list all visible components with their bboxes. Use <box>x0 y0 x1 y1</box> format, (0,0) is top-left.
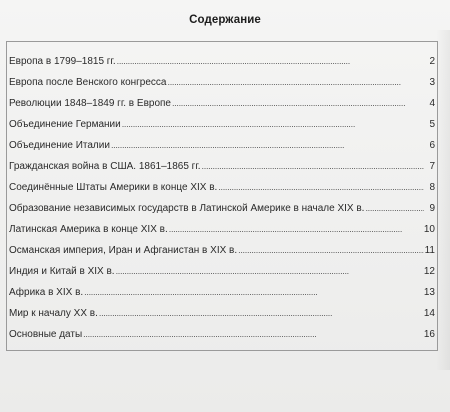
toc-leader-dots <box>111 138 424 152</box>
toc-entry[interactable] <box>9 117 435 131</box>
toc-entry-label: Основные даты <box>9 329 83 340</box>
toc-entry[interactable] <box>9 75 435 89</box>
toc-entry-label: Образование независимых государств в Латинской Америке в начале XIX в. <box>9 203 365 214</box>
toc-entry-label: Индия и Китай в XIX в. <box>9 266 115 277</box>
toc-leader-dots <box>84 285 423 299</box>
toc-entry[interactable] <box>9 222 435 236</box>
toc-page-number: 16 <box>423 329 435 340</box>
toc-entry-label: Европа после Венского конгресса <box>9 77 167 88</box>
toc-entry-label: Африка в XIX в. <box>9 287 84 298</box>
toc-page-number: 7 <box>429 161 435 172</box>
toc-entry[interactable] <box>9 264 435 278</box>
toc-entry[interactable] <box>9 306 435 320</box>
toc-entry[interactable] <box>9 96 435 110</box>
toc-leader-dots <box>122 117 424 131</box>
toc-entry-label: Османская империя, Иран и Афганистан в XIX в. <box>9 245 238 256</box>
toc-leader-dots <box>116 264 423 278</box>
toc-page-number: 6 <box>429 140 435 151</box>
toc-leader-dots <box>202 159 424 173</box>
page-title: Содержание <box>189 14 261 26</box>
toc-leader-dots <box>169 222 423 236</box>
toc-page-number: 13 <box>423 287 435 298</box>
toc-leader-dots <box>365 201 424 215</box>
toc-page-number: 3 <box>429 77 435 88</box>
toc-entry-label: Революции 1848–1849 гг. в Европе <box>9 98 171 109</box>
toc-page-number: 9 <box>429 203 435 214</box>
toc-entry[interactable] <box>9 243 435 257</box>
toc-page-number: 5 <box>429 119 435 130</box>
toc-page-number: 12 <box>423 266 435 277</box>
toc-entry-label: Мир к началу XX в. <box>9 308 98 319</box>
toc-entry[interactable] <box>9 201 435 215</box>
toc-leader-dots <box>83 327 423 341</box>
table-of-contents <box>6 41 438 351</box>
toc-leader-dots <box>172 96 424 110</box>
toc-leader-dots <box>238 243 423 257</box>
toc-leader-dots <box>117 54 424 68</box>
toc-entry-label: Латинская Америка в конце XIX в. <box>9 224 168 235</box>
toc-page-number: 2 <box>429 56 435 67</box>
toc-entry-label: Объединение Италии <box>9 140 110 151</box>
toc-page-number: 8 <box>429 182 435 193</box>
page-edge-shadow <box>436 30 450 370</box>
toc-page-number: 4 <box>429 98 435 109</box>
toc-entry[interactable] <box>9 285 435 299</box>
toc-entry-label: Объединение Германии <box>9 119 121 130</box>
toc-leader-dots <box>99 306 423 320</box>
toc-page-number: 10 <box>423 224 435 235</box>
toc-leader-dots <box>168 75 425 89</box>
toc-entry[interactable] <box>9 138 435 152</box>
toc-entry-label: Гражданская война в США. 1861–1865 гг. <box>9 161 201 172</box>
toc-leader-dots <box>218 180 424 194</box>
toc-page-number: 14 <box>423 308 435 319</box>
toc-entry[interactable] <box>9 54 435 68</box>
toc-entry[interactable] <box>9 180 435 194</box>
toc-page-number: 11 <box>424 245 435 256</box>
toc-entry[interactable] <box>9 327 435 341</box>
toc-entry[interactable] <box>9 159 435 173</box>
toc-entry-label: Соединённые Штаты Америки в конце XIX в. <box>9 182 218 193</box>
toc-entry-label: Европа в 1799–1815 гг. <box>9 56 116 67</box>
